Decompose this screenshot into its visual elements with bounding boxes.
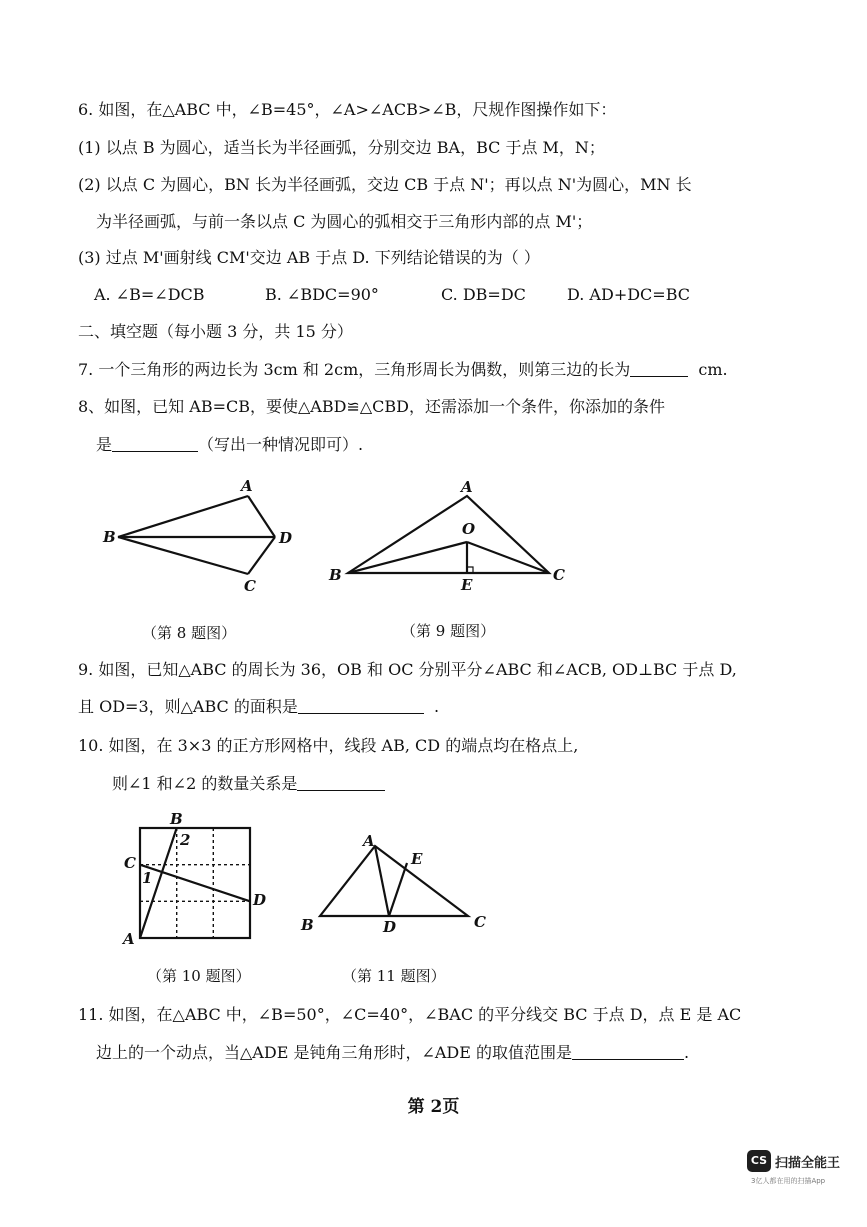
brand-tagline: 3亿人都在用的扫描App (751, 1177, 826, 1185)
q10-line1: 10. 如图，在 3×3 的正方形网格中，线段 AB, CD 的端点均在格点上, (78, 736, 579, 755)
q6-step2-cont: 为半径画弧，与前一条以点 C 为圆心的弧相交于三角形内部的点 M'； (96, 212, 593, 231)
q6-option-d: D. AD+DC=BC (567, 285, 690, 304)
fig9-label-b: B (329, 566, 342, 584)
q6-step1: (1) 以点 B 为圆心，适当长为半径画弧，分别交边 BA，BC 于点 M，N； (78, 138, 605, 157)
figure-8 (98, 476, 298, 601)
brand-name: 扫描全能王 (775, 1156, 841, 1171)
q11-suffix: . (684, 1043, 690, 1062)
segment-ba (118, 496, 248, 537)
fig11-label-d: D (383, 918, 397, 936)
q7-answer-blank[interactable] (630, 360, 688, 377)
segment-ob (348, 542, 467, 573)
fig8-label-b: B (103, 528, 116, 546)
q11-prefix: 边上的一个动点，当△ADE 是钝角三角形时，∠ADE 的取值范围是 (96, 1043, 573, 1062)
q6-line1: 6. 如图，在△ABC 中，∠B=45°，∠A>∠ACB>∠B，尺规作图操作如下： (78, 100, 617, 119)
fig11-label-a: A (363, 832, 375, 850)
q10-prefix: 则∠1 和∠2 的数量关系是 (112, 774, 298, 793)
q11-answer-blank[interactable] (572, 1043, 684, 1060)
q9-line1: 9. 如图，已知△ABC 的周长为 36，OB 和 OC 分别平分∠ABC 和∠ACB, OD⊥BC 于点 D, (78, 660, 737, 679)
fig10-label-d: D (253, 891, 267, 909)
q9-answer-blank[interactable] (298, 697, 424, 714)
figure-11 (298, 832, 498, 942)
fig10-label-c: C (124, 854, 136, 872)
q8-answer-blank[interactable] (112, 435, 198, 452)
segment-ad (375, 846, 389, 916)
fig9-label-o: O (462, 520, 476, 538)
fig9-caption: （第 9 题图） (401, 622, 496, 640)
fig9-label-c: C (553, 566, 565, 584)
figure-10 (118, 808, 273, 948)
q6-step2: (2) 以点 C 为圆心，BN 长为半径画弧，交边 CB 于点 N'；再以点 N'为圆心，MN 长 (78, 175, 692, 194)
fig8-label-a: A (241, 477, 253, 495)
segment-cd (140, 865, 250, 902)
segment-ad (248, 496, 275, 537)
q8-line1: 8、如图，已知 AB=CB，要使△ABD≌△CBD，还需添加一个条件，你添加的条件 (78, 397, 665, 416)
fig8-label-d: D (279, 529, 293, 547)
scanner-watermark (747, 1150, 865, 1190)
q7-unit: cm. (698, 360, 728, 379)
segment-cd (248, 537, 275, 574)
q7-text: 7. 一个三角形的两边长为 3cm 和 2cm，三角形周长为偶数，则第三边的长为 (78, 360, 631, 379)
q9-prefix: 且 OD=3，则△ABC 的面积是 (78, 697, 298, 716)
q6-option-b: B. ∠BDC=90° (265, 285, 379, 304)
q11-line2 (96, 1043, 689, 1063)
page-number: 第 2页 (407, 1097, 460, 1117)
q8-line2 (96, 435, 363, 455)
q9-line2 (78, 697, 439, 717)
q8-prefix: 是 (96, 435, 113, 454)
q6-option-a: A. ∠B=∠DCB (94, 285, 205, 304)
q6-step3: (3) 过点 M'画射线 CM'交边 AB 于点 D. 下列结论错误的为（ ） (78, 248, 540, 267)
fig11-caption: （第 11 题图） (342, 967, 446, 985)
q11-line1: 11. 如图，在△ABC 中，∠B=50°，∠C=40°，∠BAC 的平分线交 BC 于点 D，点 E 是 AC (78, 1005, 742, 1024)
fig8-label-c: C (244, 577, 256, 595)
fig11-label-c: C (474, 913, 486, 931)
fig9-label-e: E (461, 576, 473, 594)
q7-line (78, 360, 728, 380)
q8-suffix: （写出一种情况即可）. (198, 435, 364, 454)
q10-line2 (112, 774, 385, 794)
fig11-label-e: E (411, 850, 423, 868)
fig11-label-b: B (301, 916, 314, 934)
segment-oc (467, 542, 549, 573)
fig10-label-b: B (170, 810, 183, 828)
camscanner-logo-icon: CS (747, 1150, 771, 1172)
fig10-caption: （第 10 题图） (147, 967, 251, 985)
figure-9 (322, 476, 572, 596)
triangle-abc (320, 846, 468, 916)
q6-option-c: C. DB=DC (441, 285, 526, 304)
fig9-label-a: A (461, 478, 473, 496)
q10-answer-blank[interactable] (297, 774, 385, 791)
segment-de (389, 863, 407, 916)
fig8-caption: （第 8 题图） (142, 624, 237, 642)
fig10-angle-2: 2 (180, 831, 191, 849)
fig10-angle-1: 1 (142, 869, 153, 887)
q9-suffix: . (434, 697, 440, 716)
section-heading: 二、填空题（每小题 3 分，共 15 分） (78, 322, 353, 341)
segment-bc (118, 537, 248, 574)
fig10-label-a: A (123, 930, 135, 948)
